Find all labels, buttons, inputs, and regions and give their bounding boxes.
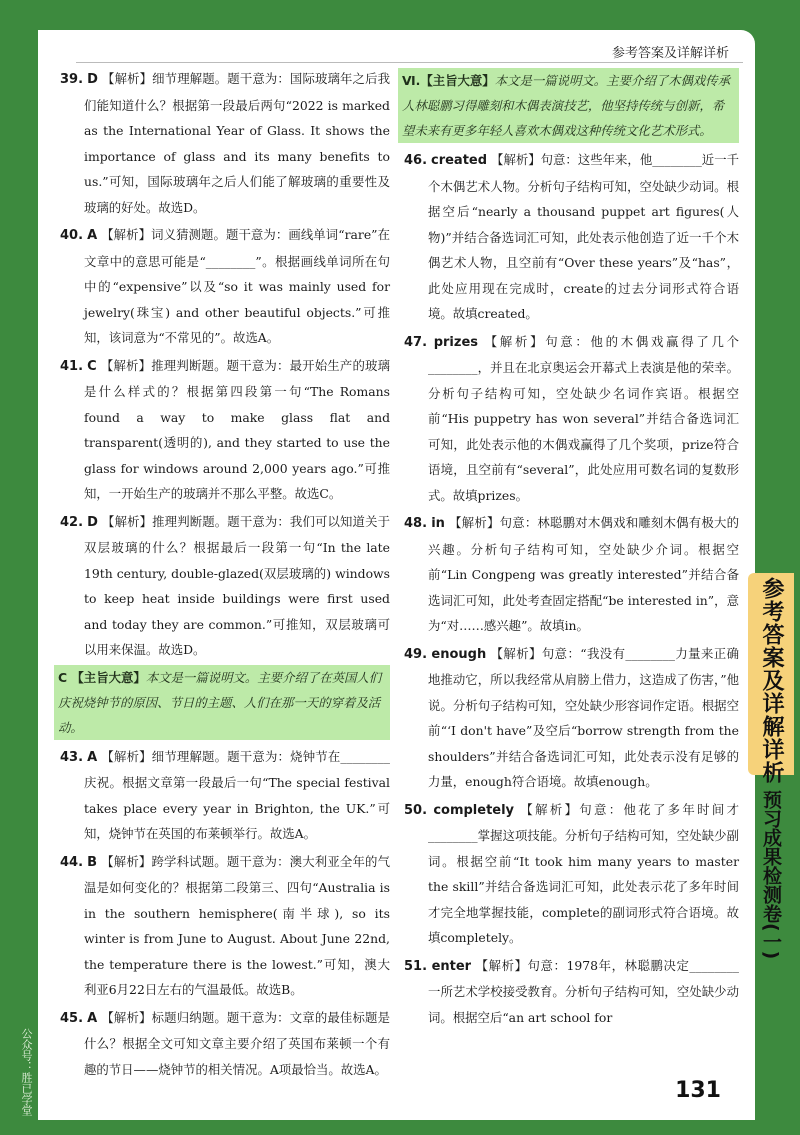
answer-entry xyxy=(60,66,390,220)
answer-entry xyxy=(404,953,739,1031)
right-entries xyxy=(404,147,739,1030)
answer-entry xyxy=(60,509,390,663)
left-edge-note: 公众号：胜已学堂 xyxy=(20,1028,33,1116)
entry-text: 【解析】跨学科试题。题干意为：澳大利亚全年的气温是如何变化的？根据第二段第三、四句“Australia is in the southern hemisphere(南半球), so its winter is from June to August. About June 22nd, the temperature there is the lowest.”可知，澳大利亚6月22日左右的气温最低。故选B。 xyxy=(84,853,391,997)
entry-number: 41. xyxy=(60,358,84,374)
entry-text: 【解析】细节理解题。题干意为：烧钟节在________庆祝。根据文章第一段最后一句“The special festival takes place every year in Brighton, the UK.”可知，烧钟节在英国的布莱顿举行。故选A。 xyxy=(84,748,390,841)
entry-number: 50. xyxy=(404,802,428,818)
page-sheet xyxy=(38,30,755,1120)
entry-text: 【解析】句意：“我没有________力量来正确地推动它，所以我经常从肩膀上借力，这造成了伤害，”他说。分析句子结构可知，空处缺少形容词作定语。根据空前“‘I don't have”及空后“borrow strength from the shoulders”并结合备选词汇可知，此处表示没有足够的力量，enough符合语境。故填enough。 xyxy=(428,645,739,789)
entry-number: 40. xyxy=(60,228,84,243)
intro-c-box xyxy=(54,665,390,740)
entry-answer: completely xyxy=(433,802,515,818)
entry-number: 47. xyxy=(404,334,428,350)
entry-text: 【解析】细节理解题。题干意为：国际玻璃年之后我们能知道什么？根据第一段最后两句“2022 is marked as the International Year of Glass. It shows the importance of glass and its many benefits to us.”可知，国际玻璃年之后人们能了解玻璃的重要性及玻璃的好处。故选D。 xyxy=(84,71,390,215)
answer-entry xyxy=(404,147,739,327)
entry-answer: C xyxy=(87,358,97,374)
entry-answer: in xyxy=(431,516,445,531)
page-header: 参考答案及详解详析 xyxy=(611,46,729,61)
answer-entry xyxy=(60,849,390,1003)
left-column xyxy=(60,66,390,1084)
intro-c-text: 本文是一篇说明文。主要介绍了在英国人们庆祝烧钟节的原因、节日的主题、人们在那一天的穿着及活动。 xyxy=(58,669,382,735)
answer-entry xyxy=(404,510,739,639)
answer-entry xyxy=(60,744,390,847)
left-entries-2 xyxy=(60,744,390,1083)
entry-text: 【解析】推理判断题。题干意为：我们可以知道关于双层玻璃的什么？根据最后一段第一句“In the late 19th century, double-glazed(双层玻璃的) windows to keep heat inside buildings were first used and today they are common.”可推知，双层玻璃可以用来保温。故选D。 xyxy=(84,513,390,657)
entry-number: 49. xyxy=(404,646,428,662)
entry-answer: enter xyxy=(431,958,472,974)
entry-text: 【解析】句意：他花了多年时间才________掌握这项技能。分析句子结构可知，空处缺少副词。根据空前“It took him many years to master the skill”并结合备选词汇可知，此处表示花了多年时间才完全地掌握技能，complete的副词形式符合语境。故填completely。 xyxy=(428,801,739,945)
answer-entry xyxy=(404,641,739,795)
entry-answer: D xyxy=(87,72,98,87)
entry-text: 【解析】句意：他的木偶戏赢得了几个________，并且在北京奥运会开幕式上表演是他的荣幸。分析句子结构可知，空处缺少名词作宾语。根据空前“His puppetry has won several”并结合备选词汇可知，此处表示他的木偶戏赢得了几个奖项，prize符合语境，且空前有“several”，此处应用可数名词的复数形式。故填prizes。 xyxy=(428,333,739,503)
entry-answer: created xyxy=(430,153,488,168)
entry-text: 【解析】推理判断题。题干意为：最开始生产的玻璃是什么样式的？根据第四段第一句“The Romans found a way to make glass flat and transparent(透明的), and they started to use the glass for windows around 2,000 years ago.”可推知，一开始生产的玻璃并不那么平整。故选C。 xyxy=(84,357,391,501)
entry-number: 39. xyxy=(60,72,84,87)
intro-c-tag: C 【主旨大意】 xyxy=(58,669,146,685)
entry-number: 46. xyxy=(404,153,428,168)
intro-vi-tag: Ⅵ.【主旨大意】 xyxy=(402,73,495,88)
entry-answer: enough xyxy=(431,646,487,662)
page-number: 131 xyxy=(675,1078,721,1103)
intro-vi-text: 本文是一篇说明文。主要介绍了木偶戏传承人林聪鹏习得雕刻和木偶表演技艺，他坚持传统与创新，希望未来有更多年轻人喜欢木偶戏这种传统文化艺术形式。 xyxy=(402,73,731,138)
header-rule xyxy=(76,62,743,63)
right-column xyxy=(404,66,739,1032)
entry-answer: A xyxy=(87,228,98,243)
entry-answer: B xyxy=(87,854,98,870)
answer-entry xyxy=(404,329,739,509)
entry-number: 51. xyxy=(404,958,428,974)
intro-vi-box xyxy=(398,68,739,143)
answer-entry xyxy=(60,1005,390,1083)
entry-number: 45. xyxy=(60,1010,84,1026)
entry-answer: A xyxy=(87,749,98,765)
side-tab-main-label: 参考答案及详解详析 xyxy=(759,577,784,784)
entry-answer: prizes xyxy=(433,334,478,350)
entry-text: 【解析】词义猜测题。题干意为：画线单词“rare”在文章中的意思可能是“________”。根据画线单词所在句中的“expensive”以及“so it was mainly used for jewelry(珠宝) and other beautiful objects.”可推知，该词意为“不常见的”。故选A。 xyxy=(84,227,390,345)
entry-text: 【解析】句意：1978年，林聪鹏决定________一所艺术学校接受教育。分析句子结构可知，空处缺少动词。根据空后“an art school for xyxy=(428,957,739,1025)
entry-text: 【解析】句意：这些年来，他________近一千个木偶艺术人物。分析句子结构可知，空处缺少动词。根据空后“nearly a thousand puppet art figures(人物)”并结合备选词汇可知，此处表示他创造了近一千个木偶艺术人物，且空前有“Over these years”及“has”，此处应用现在完成时，create的过去分词形式符合语境。故填created。 xyxy=(428,152,739,321)
answer-entry xyxy=(60,222,390,351)
side-tab-sub-label: 预习成果检测卷(一) xyxy=(760,790,782,960)
entry-number: 43. xyxy=(60,749,84,765)
entry-text: 【解析】句意：林聪鹏对木偶戏和雕刻木偶有极大的兴趣。分析句子结构可知，空处缺少介词。根据空前“Lin Congpeng was greatly interested”并结合备选词汇可知，此处考查固定搭配“be interested in”，意为“对……感兴趣”。故填in。 xyxy=(428,515,739,633)
entry-answer: A xyxy=(87,1010,98,1026)
entry-number: 44. xyxy=(60,854,84,870)
entry-answer: D xyxy=(87,514,98,530)
entry-number: 48. xyxy=(404,516,428,531)
left-entries xyxy=(60,66,390,663)
answer-entry xyxy=(404,797,739,951)
answer-entry xyxy=(60,353,390,507)
entry-text: 【解析】标题归纳题。题干意为：文章的最佳标题是什么？根据全文可知文章主要介绍了英国布莱顿一个有趣的节日——烧钟节的相关情况。A项最恰当。故选A。 xyxy=(84,1009,390,1077)
entry-number: 42. xyxy=(60,514,84,530)
